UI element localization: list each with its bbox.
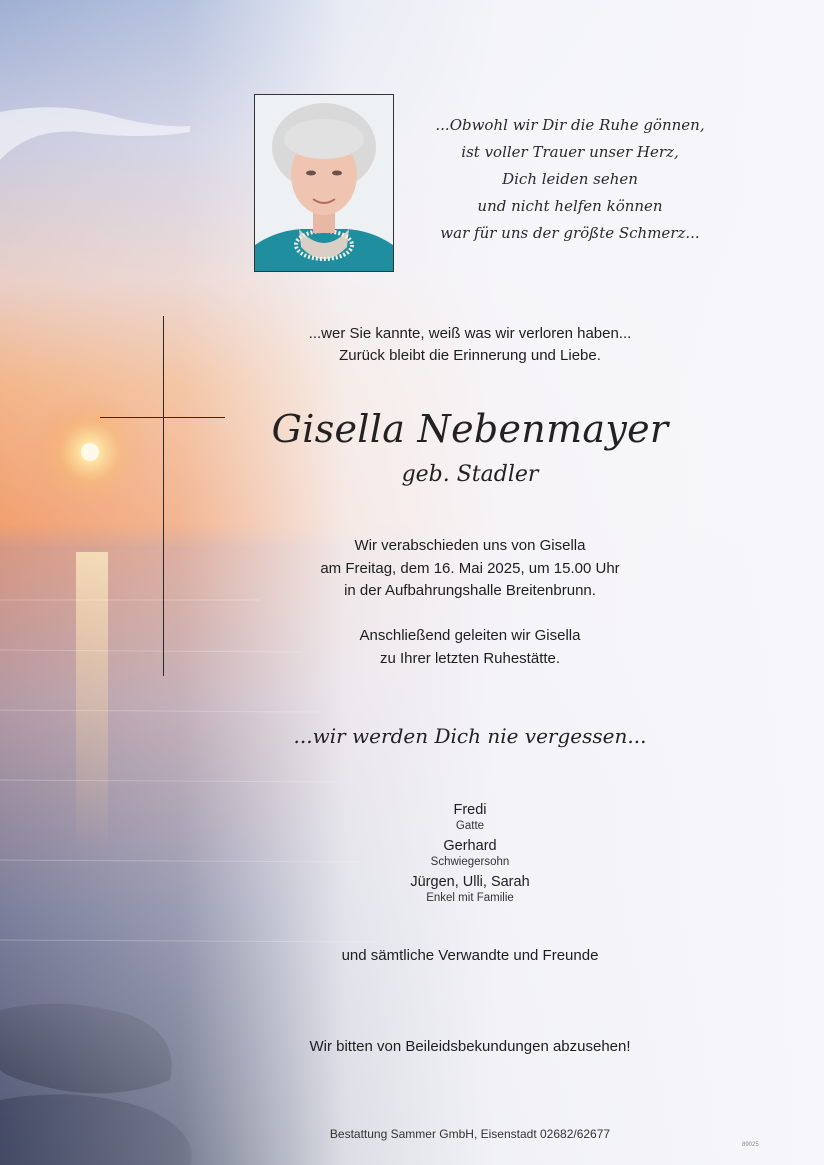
intro-line: Zurück bleibt die Erinnerung und Liebe.: [339, 347, 601, 364]
poem-line: ...Obwohl wir Dir die Ruhe gönnen,: [435, 116, 705, 134]
intro-text: [190, 323, 750, 367]
poem: [420, 112, 720, 247]
funeral-home-footer: Bestattung Sammer GmbH, Eisenstadt 02682/62677: [329, 1127, 611, 1141]
mourner: [190, 837, 750, 870]
portrait-photo: [254, 94, 394, 272]
farewell-details: [190, 535, 750, 603]
cross-vertical-bar: [163, 316, 164, 676]
intro-line: ...wer Sie kannte, weiß was wir verloren haben...: [308, 325, 632, 342]
mourner: [190, 873, 750, 906]
mourner-name: Jürgen, Ulli, Sarah: [410, 874, 530, 890]
farewell-line: in der Aufbahrungshalle Breitenbrunn.: [344, 582, 596, 599]
template-code: 89025: [742, 1142, 759, 1148]
mourner-name: Gerhard: [443, 838, 497, 854]
poem-line: war für uns der größte Schmerz...: [440, 224, 700, 242]
burial-note: [190, 625, 750, 670]
poem-line: und nicht helfen können: [477, 197, 663, 215]
mourner-relation: Enkel mit Familie: [426, 892, 514, 904]
memorial-motto: ...wir werden Dich nie vergessen...: [293, 724, 647, 748]
farewell-line: am Freitag, dem 16. Mai 2025, um 15.00 Uhr: [320, 559, 620, 577]
poem-line: ist voller Trauer unser Herz,: [461, 143, 679, 161]
mourners-list: [190, 801, 750, 909]
burial-line: Anschließend geleiten wir Gisella: [359, 627, 581, 644]
mourner-relation: Schwiegersohn: [430, 856, 510, 868]
mourner: [190, 801, 750, 834]
mourner-name: Fredi: [453, 802, 487, 818]
deceased-name: Gisella Nebenmayer: [271, 407, 669, 451]
relatives-line: und sämtliche Verwandte und Freunde: [341, 947, 599, 964]
burial-line: zu Ihrer letzten Ruhestätte.: [379, 649, 561, 667]
farewell-line: Wir verabschieden uns von Gisella: [354, 537, 586, 554]
mourner-relation: Gatte: [455, 820, 485, 832]
maiden-name: geb. Stadler: [401, 462, 539, 487]
poem-line: Dich leiden sehen: [502, 170, 638, 188]
condolence-request: Wir bitten von Beileidsbekundungen abzusehen!: [309, 1038, 631, 1055]
